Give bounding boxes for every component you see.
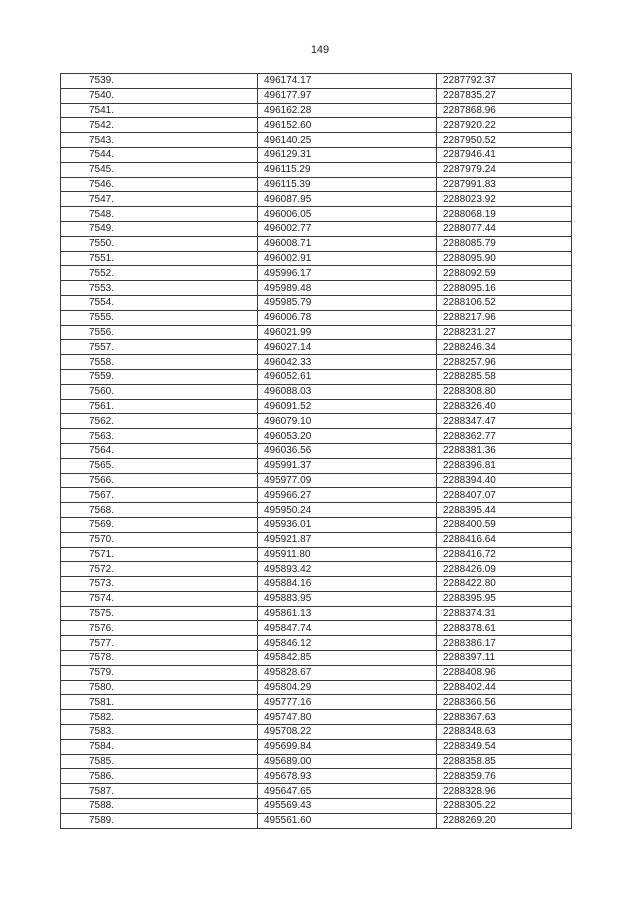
y-coordinate-cell: 2288367.63 — [437, 710, 572, 725]
x-coordinate-cell: 495777.16 — [258, 695, 437, 710]
x-coordinate-cell: 496079.10 — [258, 414, 437, 429]
y-coordinate-cell: 2288362.77 — [437, 429, 572, 444]
x-coordinate-cell: 495708.22 — [258, 725, 437, 740]
table-row — [61, 695, 572, 710]
y-coordinate-cell: 2287991.83 — [437, 177, 572, 192]
x-coordinate-cell: 495861.13 — [258, 606, 437, 621]
table-row — [61, 754, 572, 769]
y-coordinate-cell: 2288402.44 — [437, 680, 572, 695]
y-coordinate-cell: 2288217.96 — [437, 310, 572, 325]
table-row — [61, 473, 572, 488]
y-coordinate-cell: 2288068.19 — [437, 207, 572, 222]
point-number-cell: 7573. — [61, 577, 258, 592]
x-coordinate-cell: 495847.74 — [258, 621, 437, 636]
y-coordinate-cell: 2288374.31 — [437, 606, 572, 621]
table-row — [61, 147, 572, 162]
point-number-cell: 7566. — [61, 473, 258, 488]
x-coordinate-cell: 495828.67 — [258, 665, 437, 680]
y-coordinate-cell: 2288106.52 — [437, 295, 572, 310]
point-number-cell: 7558. — [61, 355, 258, 370]
table-row — [61, 577, 572, 592]
x-coordinate-cell: 495921.87 — [258, 532, 437, 547]
point-number-cell: 7555. — [61, 310, 258, 325]
point-number-cell: 7575. — [61, 606, 258, 621]
x-coordinate-cell: 495989.48 — [258, 281, 437, 296]
x-coordinate-cell: 495991.37 — [258, 458, 437, 473]
table-row — [61, 340, 572, 355]
table-row — [61, 355, 572, 370]
point-number-cell: 7549. — [61, 221, 258, 236]
y-coordinate-cell: 2288348.63 — [437, 725, 572, 740]
point-number-cell: 7559. — [61, 369, 258, 384]
y-coordinate-cell: 2287920.22 — [437, 118, 572, 133]
page-number: 149 — [310, 44, 330, 56]
table-row — [61, 399, 572, 414]
table-row — [61, 103, 572, 118]
x-coordinate-cell: 495678.93 — [258, 769, 437, 784]
x-coordinate-cell: 496177.97 — [258, 88, 437, 103]
table-row — [61, 562, 572, 577]
x-coordinate-cell: 495647.65 — [258, 784, 437, 799]
y-coordinate-cell: 2288269.20 — [437, 813, 572, 828]
y-coordinate-cell: 2287950.52 — [437, 133, 572, 148]
y-coordinate-cell: 2288416.72 — [437, 547, 572, 562]
point-number-cell: 7584. — [61, 739, 258, 754]
x-coordinate-cell: 496115.39 — [258, 177, 437, 192]
table-row — [61, 680, 572, 695]
table-row — [61, 177, 572, 192]
point-number-cell: 7563. — [61, 429, 258, 444]
x-coordinate-cell: 495977.09 — [258, 473, 437, 488]
y-coordinate-cell: 2288285.58 — [437, 369, 572, 384]
point-number-cell: 7586. — [61, 769, 258, 784]
table-row — [61, 458, 572, 473]
point-number-cell: 7578. — [61, 651, 258, 666]
point-number-cell: 7542. — [61, 118, 258, 133]
y-coordinate-cell: 2288095.16 — [437, 281, 572, 296]
point-number-cell: 7550. — [61, 236, 258, 251]
x-coordinate-cell: 496174.17 — [258, 74, 437, 89]
x-coordinate-cell: 496088.03 — [258, 384, 437, 399]
table-row — [61, 384, 572, 399]
table-row — [61, 266, 572, 281]
point-number-cell: 7579. — [61, 665, 258, 680]
point-number-cell: 7554. — [61, 295, 258, 310]
table-row — [61, 532, 572, 547]
y-coordinate-cell: 2288395.95 — [437, 591, 572, 606]
x-coordinate-cell: 495884.16 — [258, 577, 437, 592]
x-coordinate-cell: 495842.85 — [258, 651, 437, 666]
x-coordinate-cell: 495747.80 — [258, 710, 437, 725]
table-row — [61, 192, 572, 207]
point-number-cell: 7543. — [61, 133, 258, 148]
x-coordinate-cell: 496129.31 — [258, 147, 437, 162]
y-coordinate-cell: 2288231.27 — [437, 325, 572, 340]
y-coordinate-cell: 2288397.11 — [437, 651, 572, 666]
y-coordinate-cell: 2287946.41 — [437, 147, 572, 162]
y-coordinate-cell: 2288358.85 — [437, 754, 572, 769]
point-number-cell: 7567. — [61, 488, 258, 503]
point-number-cell: 7571. — [61, 547, 258, 562]
y-coordinate-cell: 2288326.40 — [437, 399, 572, 414]
x-coordinate-cell: 495911.80 — [258, 547, 437, 562]
y-coordinate-cell: 2288347.47 — [437, 414, 572, 429]
x-coordinate-cell: 495689.00 — [258, 754, 437, 769]
y-coordinate-cell: 2288395.44 — [437, 503, 572, 518]
x-coordinate-cell: 496091.52 — [258, 399, 437, 414]
y-coordinate-cell: 2288396.81 — [437, 458, 572, 473]
y-coordinate-cell: 2288085.79 — [437, 236, 572, 251]
y-coordinate-cell: 2288092.59 — [437, 266, 572, 281]
x-coordinate-cell: 496152.60 — [258, 118, 437, 133]
x-coordinate-cell: 496027.14 — [258, 340, 437, 355]
x-coordinate-cell: 495699.84 — [258, 739, 437, 754]
y-coordinate-cell: 2288386.17 — [437, 636, 572, 651]
table-row — [61, 636, 572, 651]
x-coordinate-cell: 496042.33 — [258, 355, 437, 370]
coordinates-table-body — [61, 74, 572, 829]
point-number-cell: 7572. — [61, 562, 258, 577]
table-row — [61, 503, 572, 518]
point-number-cell: 7551. — [61, 251, 258, 266]
x-coordinate-cell: 496052.61 — [258, 369, 437, 384]
y-coordinate-cell: 2288095.90 — [437, 251, 572, 266]
table-row — [61, 651, 572, 666]
point-number-cell: 7576. — [61, 621, 258, 636]
coordinates-table — [60, 73, 572, 829]
x-coordinate-cell: 495846.12 — [258, 636, 437, 651]
table-row — [61, 443, 572, 458]
table-row — [61, 236, 572, 251]
y-coordinate-cell: 2288359.76 — [437, 769, 572, 784]
table-row — [61, 221, 572, 236]
table-row — [61, 725, 572, 740]
table-row — [61, 769, 572, 784]
x-coordinate-cell: 495883.95 — [258, 591, 437, 606]
point-number-cell: 7583. — [61, 725, 258, 740]
y-coordinate-cell: 2288408.96 — [437, 665, 572, 680]
table-row — [61, 369, 572, 384]
x-coordinate-cell: 496021.99 — [258, 325, 437, 340]
point-number-cell: 7589. — [61, 813, 258, 828]
point-number-cell: 7556. — [61, 325, 258, 340]
point-number-cell: 7588. — [61, 799, 258, 814]
point-number-cell: 7565. — [61, 458, 258, 473]
x-coordinate-cell: 495936.01 — [258, 517, 437, 532]
table-row — [61, 162, 572, 177]
x-coordinate-cell: 495569.43 — [258, 799, 437, 814]
table-row — [61, 281, 572, 296]
table-row — [61, 665, 572, 680]
point-number-cell: 7582. — [61, 710, 258, 725]
x-coordinate-cell: 496006.78 — [258, 310, 437, 325]
y-coordinate-cell: 2287868.96 — [437, 103, 572, 118]
point-number-cell: 7562. — [61, 414, 258, 429]
table-row — [61, 295, 572, 310]
x-coordinate-cell: 496162.28 — [258, 103, 437, 118]
y-coordinate-cell: 2288246.34 — [437, 340, 572, 355]
y-coordinate-cell: 2288416.64 — [437, 532, 572, 547]
y-coordinate-cell: 2288426.09 — [437, 562, 572, 577]
table-row — [61, 207, 572, 222]
point-number-cell: 7539. — [61, 74, 258, 89]
x-coordinate-cell: 496115.29 — [258, 162, 437, 177]
x-coordinate-cell: 496140.25 — [258, 133, 437, 148]
point-number-cell: 7561. — [61, 399, 258, 414]
x-coordinate-cell: 495996.17 — [258, 266, 437, 281]
y-coordinate-cell: 2288328.96 — [437, 784, 572, 799]
table-row — [61, 88, 572, 103]
point-number-cell: 7564. — [61, 443, 258, 458]
x-coordinate-cell: 496008.71 — [258, 236, 437, 251]
point-number-cell: 7552. — [61, 266, 258, 281]
table-row — [61, 710, 572, 725]
y-coordinate-cell: 2288305.22 — [437, 799, 572, 814]
x-coordinate-cell: 496006.05 — [258, 207, 437, 222]
y-coordinate-cell: 2288394.40 — [437, 473, 572, 488]
x-coordinate-cell: 496002.77 — [258, 221, 437, 236]
point-number-cell: 7548. — [61, 207, 258, 222]
point-number-cell: 7568. — [61, 503, 258, 518]
point-number-cell: 7540. — [61, 88, 258, 103]
x-coordinate-cell: 496002.91 — [258, 251, 437, 266]
x-coordinate-cell: 495804.29 — [258, 680, 437, 695]
table-row — [61, 74, 572, 89]
table-row — [61, 621, 572, 636]
y-coordinate-cell: 2288257.96 — [437, 355, 572, 370]
table-row — [61, 325, 572, 340]
point-number-cell: 7546. — [61, 177, 258, 192]
y-coordinate-cell: 2288308.80 — [437, 384, 572, 399]
table-row — [61, 606, 572, 621]
x-coordinate-cell: 496053.20 — [258, 429, 437, 444]
point-number-cell: 7557. — [61, 340, 258, 355]
table-row — [61, 739, 572, 754]
y-coordinate-cell: 2288381.36 — [437, 443, 572, 458]
table-row — [61, 429, 572, 444]
y-coordinate-cell: 2288378.61 — [437, 621, 572, 636]
point-number-cell: 7577. — [61, 636, 258, 651]
point-number-cell: 7541. — [61, 103, 258, 118]
table-row — [61, 591, 572, 606]
point-number-cell: 7569. — [61, 517, 258, 532]
point-number-cell: 7545. — [61, 162, 258, 177]
table-row — [61, 414, 572, 429]
x-coordinate-cell: 495985.79 — [258, 295, 437, 310]
table-row — [61, 488, 572, 503]
table-row — [61, 547, 572, 562]
y-coordinate-cell: 2288366.56 — [437, 695, 572, 710]
x-coordinate-cell: 495966.27 — [258, 488, 437, 503]
y-coordinate-cell: 2288400.59 — [437, 517, 572, 532]
point-number-cell: 7547. — [61, 192, 258, 207]
table-row — [61, 784, 572, 799]
table-row — [61, 251, 572, 266]
y-coordinate-cell: 2287979.24 — [437, 162, 572, 177]
x-coordinate-cell: 496036.56 — [258, 443, 437, 458]
y-coordinate-cell: 2288023.92 — [437, 192, 572, 207]
point-number-cell: 7581. — [61, 695, 258, 710]
point-number-cell: 7570. — [61, 532, 258, 547]
y-coordinate-cell: 2287835.27 — [437, 88, 572, 103]
point-number-cell: 7560. — [61, 384, 258, 399]
point-number-cell: 7585. — [61, 754, 258, 769]
y-coordinate-cell: 2288407.07 — [437, 488, 572, 503]
y-coordinate-cell: 2288077.44 — [437, 221, 572, 236]
point-number-cell: 7574. — [61, 591, 258, 606]
x-coordinate-cell: 495950.24 — [258, 503, 437, 518]
point-number-cell: 7553. — [61, 281, 258, 296]
table-row — [61, 133, 572, 148]
x-coordinate-cell: 495893.42 — [258, 562, 437, 577]
table-row — [61, 517, 572, 532]
x-coordinate-cell: 496087.95 — [258, 192, 437, 207]
table-row — [61, 310, 572, 325]
point-number-cell: 7580. — [61, 680, 258, 695]
table-row — [61, 813, 572, 828]
x-coordinate-cell: 495561.60 — [258, 813, 437, 828]
y-coordinate-cell: 2287792.37 — [437, 74, 572, 89]
table-row — [61, 799, 572, 814]
point-number-cell: 7587. — [61, 784, 258, 799]
point-number-cell: 7544. — [61, 147, 258, 162]
y-coordinate-cell: 2288422.80 — [437, 577, 572, 592]
y-coordinate-cell: 2288349.54 — [437, 739, 572, 754]
table-row — [61, 118, 572, 133]
